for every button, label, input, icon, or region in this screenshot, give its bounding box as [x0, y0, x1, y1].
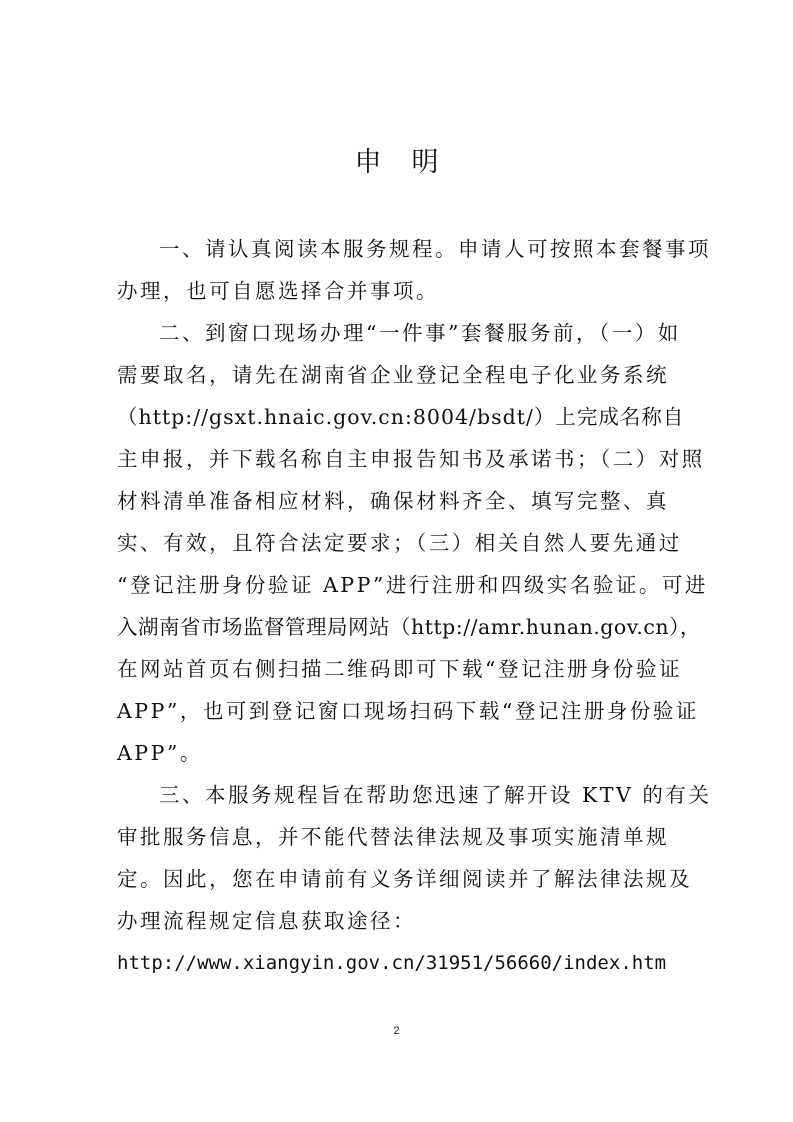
paragraph-1-line-2: 办理，也可自愿选择合并事项。: [117, 279, 439, 303]
paragraph-2-line-11: APP”。: [117, 741, 203, 765]
paragraph-2-line-2: 需要取名，请先在湖南省企业登记全程电子化业务系统: [117, 363, 669, 387]
paragraph-3-line-1: 三、本服务规程旨在帮助您迅速了解开设 KTV 的有关: [159, 783, 712, 807]
paragraph-2-line-9: 在网站首页右侧扫描二维码即可下载“登记注册身份验证: [117, 657, 682, 681]
info-url-link[interactable]: http://www.xiangyin.gov.cn/31951/56660/index.htm: [117, 952, 667, 974]
paragraph-2-line-4: 主申报，并下载名称自主申报告知书及承诺书；（二）对照: [117, 447, 705, 471]
paragraph-3-line-2: 审批服务信息，并不能代替法律法规及事项实施清单规: [117, 825, 669, 849]
paragraph-2-line-1: 二、到窗口现场办理“一件事”套餐服务前，（一）如: [159, 321, 681, 345]
paragraph-1-line-1: 一、请认真阅读本服务规程。申请人可按照本套餐事项: [159, 237, 711, 261]
paragraph-2-line-3: （http://gsxt.hnaic.gov.cn:8004/bsdt/）上完成名称自: [117, 405, 685, 429]
paragraph-2-line-8: 入湖南省市场监督管理局网站（http://amr.hunan.gov.cn），: [117, 615, 701, 639]
paragraph-2-line-6: 实、有效，且符合法定要求；（三）相关自然人要先通过: [117, 531, 682, 555]
paragraph-2-line-10: APP”，也可到登记窗口现场扫码下载“登记注册身份验证: [117, 699, 699, 723]
page-number: 2: [393, 1025, 400, 1037]
paragraph-3-line-3: 定。因此，您在申请前有义务详细阅读并了解法律法规及: [117, 867, 692, 891]
page-title: 申明: [354, 147, 469, 178]
paragraph-2-line-7: “登记注册身份验证 APP”进行注册和四级实名验证。可进: [117, 573, 708, 597]
paragraph-3-line-4: 办理流程规定信息获取途径：: [117, 909, 416, 933]
paragraph-2-line-5: 材料清单准备相应材料，确保材料齐全、填写完整、真: [117, 489, 669, 513]
